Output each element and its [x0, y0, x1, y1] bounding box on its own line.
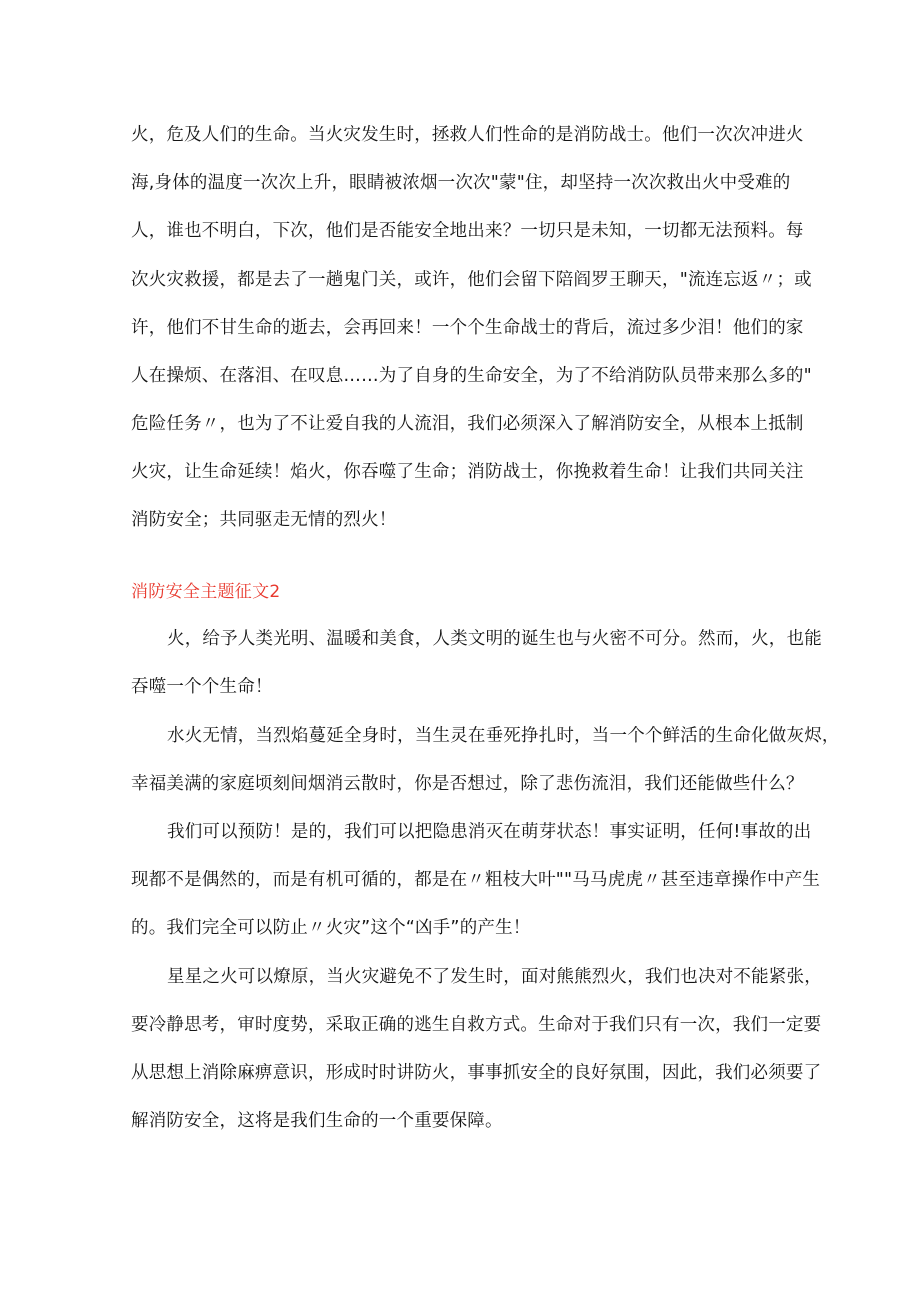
paragraph-line: 危险任务〃，也为了不让爱自我的人流泪，我们必须深入了解消防安全，从根本上抵制 — [131, 414, 804, 434]
section-heading: 消防安全主题征文2 — [131, 582, 281, 602]
paragraph-line: 要冷静思考，审时度势，采取正确的逃生自救方式。生命对于我们只有一次，我们一定要 — [131, 1015, 822, 1035]
paragraph-line: 从思想上消除麻痹意识，形成时时讲防火，事事抓安全的良好氛围，因此，我们必须要了 — [131, 1063, 822, 1083]
paragraph-line: 海,身体的温度一次次上升，眼睛被浓烟一次次"蒙"住，却坚持一次次救出火中受难的 — [131, 173, 791, 193]
paragraph-line: 次火灾救援，都是去了一趟鬼门关，或许，他们会留下陪阎罗王聊天，"流连忘返〃；或 — [131, 270, 812, 290]
paragraph-line: 解消防安全，这将是我们生命的一个重要保障。 — [131, 1111, 503, 1131]
paragraph-line: 现都不是偶然的，而是有机可循的，都是在〃粗枝大叶""马马虎虎〃甚至违章操作中产生 — [131, 870, 821, 890]
paragraph-line: 星星之火可以燎原，当火灾避免不了发生时，面对熊熊烈火，我们也决对不能紧张， — [167, 967, 822, 987]
paragraph-line: 幸福美满的家庭顷刻间烟消云散时，你是否想过，除了悲伤流泪，我们还能做些什么？ — [131, 774, 804, 794]
paragraph-line: 水火无情，当烈焰蔓延全身时，当生灵在垂死挣扎时，当一个个鲜活的生命化做灰烬， — [167, 726, 840, 746]
paragraph-line: 人，谁也不明白，下次，他们是否能安全地出来？一切只是未知，一切都无法预料。每 — [131, 221, 804, 241]
paragraph-line: 消防安全；共同驱走无情的烈火！ — [131, 510, 397, 530]
paragraph-line: 人在操烦、在落泪、在叹息……为了自身的生命安全，为了不给消防队员带来那么多的" — [131, 366, 812, 386]
paragraph-line: 火，给予人类光明、温暖和美食，人类文明的诞生也与火密不可分。然而，火，也能 — [167, 629, 822, 649]
paragraph-line: 吞噬一个个生命！ — [131, 677, 273, 697]
paragraph-line: 许，他们不甘生命的逝去，会再回来！一个个生命战士的背后，流过多少泪！他们的家 — [131, 318, 804, 338]
paragraph-line: 我们可以预防！是的，我们可以把隐患消灭在萌芽状态！事实证明，任何!事故的出 — [167, 822, 812, 842]
paragraph-line: 火灾，让生命延续！焰火，你吞噬了生命；消防战士，你挽救着生命！让我们共同关注 — [131, 462, 804, 482]
paragraph-line: 的。我们完全可以防止〃火灾”这个“凶手”的产生！ — [131, 918, 531, 938]
paragraph-line: 火，危及人们的生命。当火灾发生时，拯救人们性命的是消防战士。他们一次次冲进火 — [131, 125, 804, 145]
